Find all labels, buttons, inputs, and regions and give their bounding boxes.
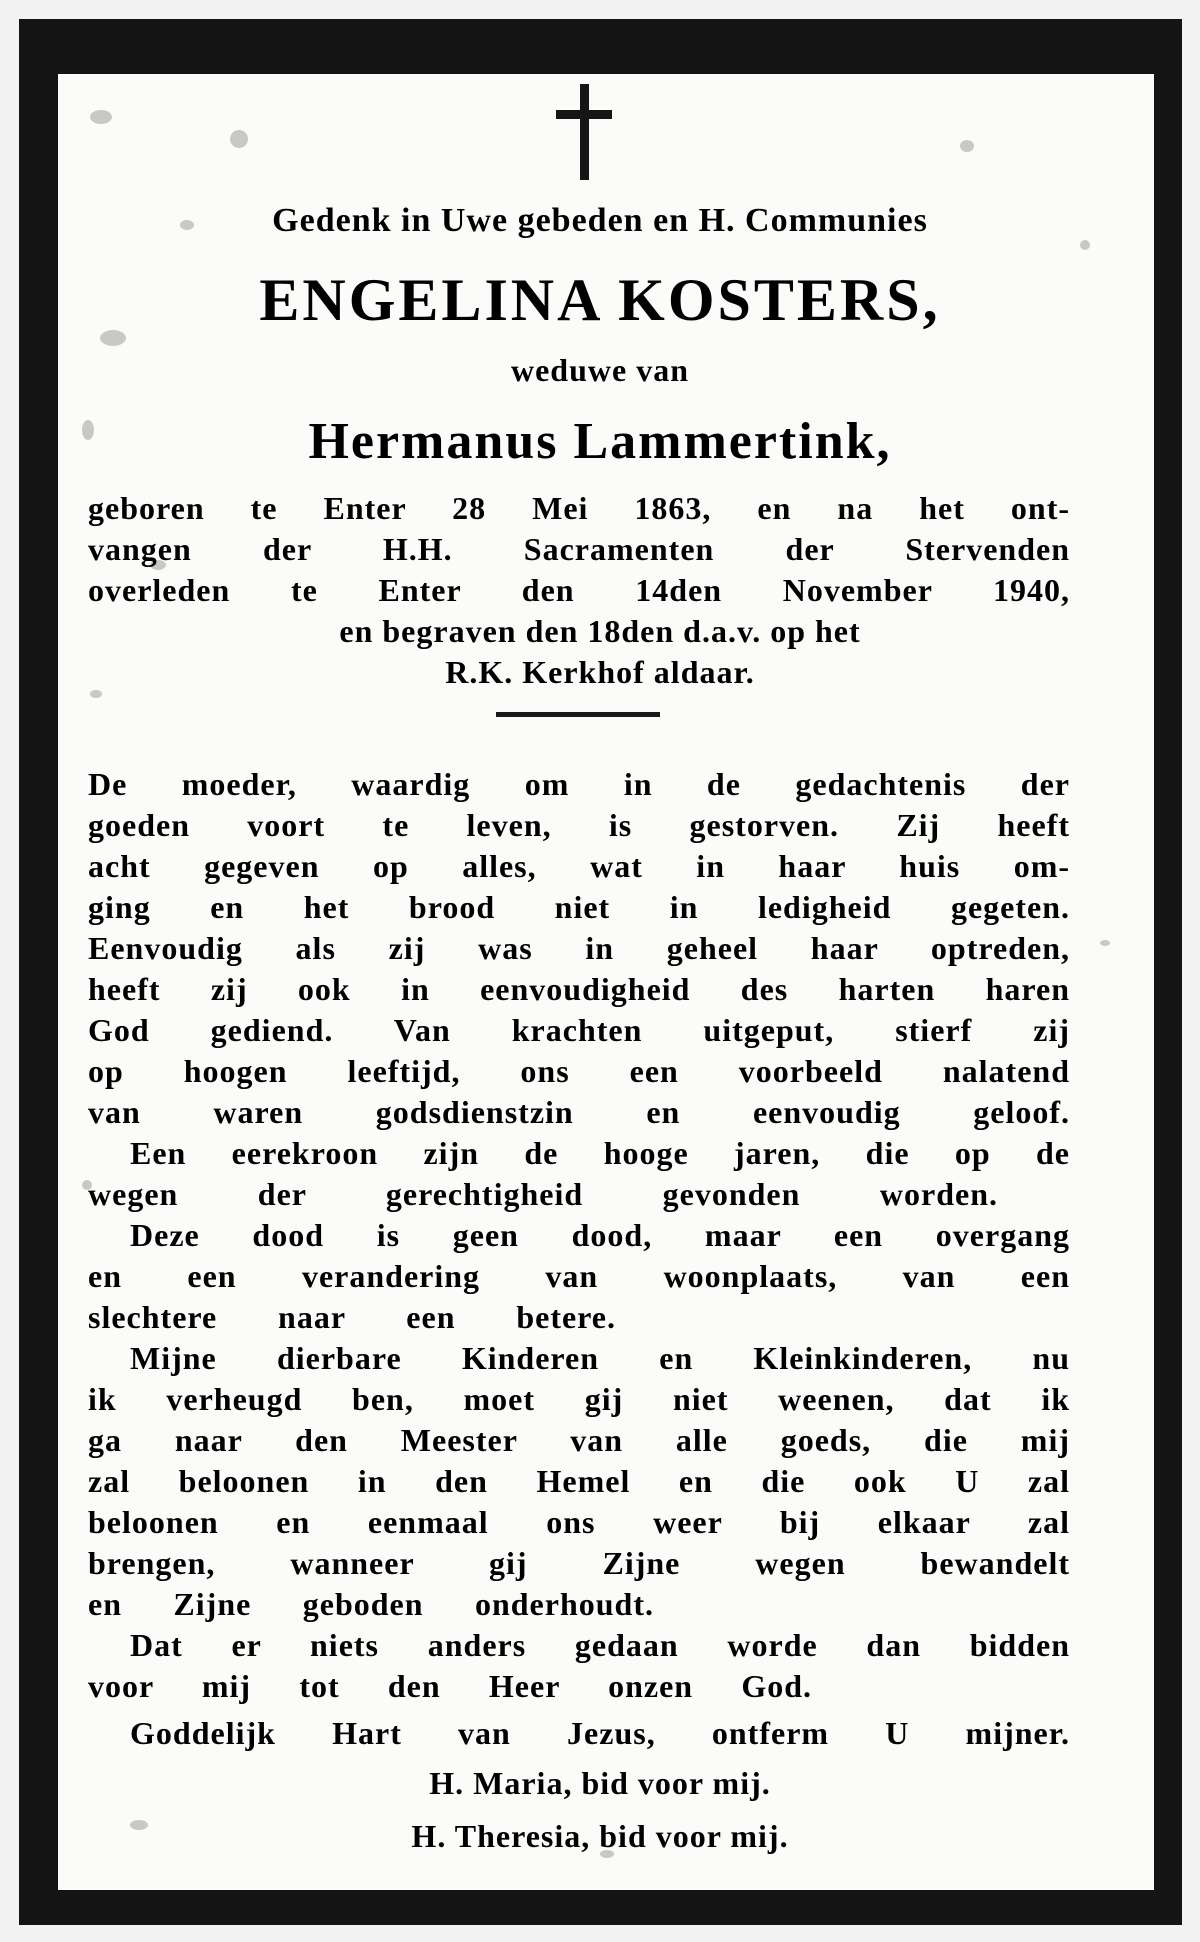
body-line: en een verandering van woonplaats, van een bbox=[88, 1258, 1070, 1294]
biography-line: geboren te Enter 28 Mei 1863, en na het ont- bbox=[88, 490, 1070, 526]
body-line: slechtere naar een betere. bbox=[88, 1299, 616, 1335]
relation-line: weduwe van bbox=[510, 352, 689, 388]
body-line: acht gegeven op alles, wat in haar huis om- bbox=[88, 848, 1070, 884]
spouse-name: Hermanus Lammertink, bbox=[308, 413, 892, 470]
section-divider bbox=[496, 712, 660, 717]
body-line: van waren godsdienstzin en eenvoudig geloof. bbox=[88, 1094, 1070, 1130]
body-line: ga naar den Meester van alle goeds, die mij bbox=[88, 1422, 1070, 1458]
body-line: De moeder, waardig om in de gedachtenis der bbox=[88, 766, 1070, 802]
body-line: beloonen en eenmaal ons weer bij elkaar zal bbox=[88, 1504, 1070, 1540]
body-line: Deze dood is geen dood, maar een overgang bbox=[130, 1217, 1070, 1253]
body-line: ging en het brood niet in ledigheid gegeten. bbox=[88, 889, 1070, 925]
body-line: wegen der gerechtigheid gevonden worden. bbox=[88, 1176, 998, 1212]
body-line: heeft zij ook in eenvoudigheid des harten haren bbox=[88, 971, 1070, 1007]
body-line: voor mij tot den Heer onzen God. bbox=[88, 1668, 812, 1704]
body-line: op hoogen leeftijd, ons een voorbeeld nalatend bbox=[88, 1053, 1070, 1089]
biography-line: overleden te Enter den 14den November 1940, bbox=[88, 572, 1070, 608]
body-line: Mijne dierbare Kinderen en Kleinkinderen, nu bbox=[130, 1340, 1070, 1376]
invocation-line: Gedenk in Uwe gebeden en H. Communies bbox=[272, 202, 928, 239]
body-line: zal beloonen in den Hemel en die ook U zal bbox=[88, 1463, 1070, 1499]
body-line: Eenvoudig als zij was in geheel haar optreden, bbox=[88, 930, 1070, 966]
body-line: Dat er niets anders gedaan worde dan bidden bbox=[130, 1627, 1070, 1663]
prayer-line: Goddelijk Hart van Jezus, ontferm U mijner. bbox=[130, 1715, 1070, 1751]
body-line: brengen, wanneer gij Zijne wegen bewandelt bbox=[88, 1545, 1070, 1581]
cross-icon bbox=[556, 84, 612, 180]
body-line: God gediend. Van krachten uitgeput, stierf zij bbox=[88, 1012, 1070, 1048]
deceased-name: ENGELINA KOSTERS, bbox=[259, 267, 941, 333]
biography-line: vangen der H.H. Sacramenten der Stervenden bbox=[88, 531, 1070, 567]
body-line: goeden voort te leven, is gestorven. Zij heeft bbox=[88, 807, 1070, 843]
body-line: en Zijne geboden onderhoudt. bbox=[88, 1586, 654, 1622]
prayer-line: H. Theresia, bid voor mij. bbox=[411, 1818, 789, 1854]
biography-line: en begraven den 18den d.a.v. op het bbox=[339, 613, 861, 649]
body-line: ik verheugd ben, moet gij niet weenen, dat ik bbox=[88, 1381, 1070, 1417]
body-line: Een eerekroon zijn de hooge jaren, die op de bbox=[130, 1135, 1070, 1171]
biography-line: R.K. Kerkhof aldaar. bbox=[445, 654, 755, 690]
prayer-line: H. Maria, bid voor mij. bbox=[429, 1765, 771, 1801]
